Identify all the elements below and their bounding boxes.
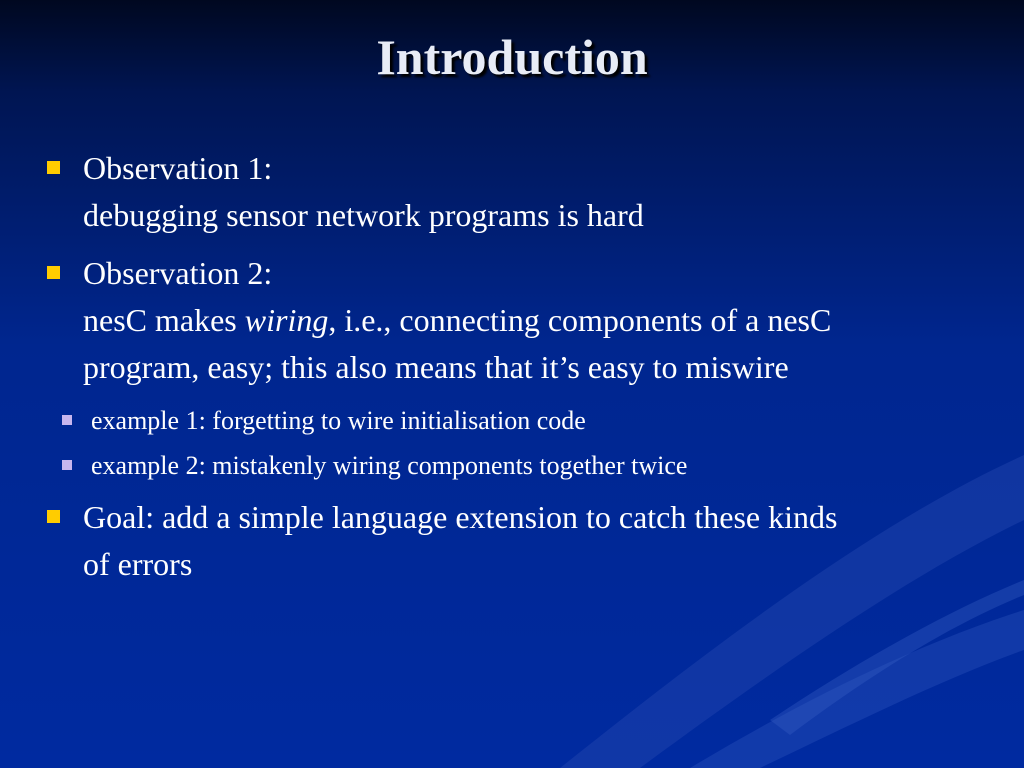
bullet-body-line-1 [83,297,1005,344]
sub-bullet-item [45,400,1005,441]
bullet-body-text: , i.e., connecting components of a nesC [328,302,832,338]
square-sub-bullet-icon [62,460,72,470]
bullet-item-observation-2 [45,250,1005,391]
square-bullet-icon [47,510,60,523]
sub-bullet-text: example 1: forgetting to wire initialisation code [91,406,586,435]
square-bullet-icon [47,266,60,279]
bullet-heading: Observation 2: [83,255,273,291]
sub-bullet-list [45,400,1005,486]
bullet-list [45,145,1005,599]
bullet-body-emphasis: wiring [244,302,329,338]
bullet-body-line-2: of errors [83,546,193,582]
bullet-item-observation-1 [45,145,1005,239]
bullet-heading: Observation 1: [83,150,273,186]
bullet-body-line-1: Goal: add a simple language extension to catch these kinds [83,499,838,535]
bullet-body-text: nesC makes [83,302,245,338]
sub-bullet-item [45,445,1005,486]
bullet-body: debugging sensor network programs is hard [83,197,644,233]
square-sub-bullet-icon [62,415,72,425]
square-bullet-icon [47,161,60,174]
bullet-item-goal [45,494,1005,588]
bullet-body-line-2: program, easy; this also means that it’s easy to miswire [83,349,789,385]
sub-bullet-text: example 2: mistakenly wiring components together twice [91,451,688,480]
slide-title: Introduction [376,29,648,85]
